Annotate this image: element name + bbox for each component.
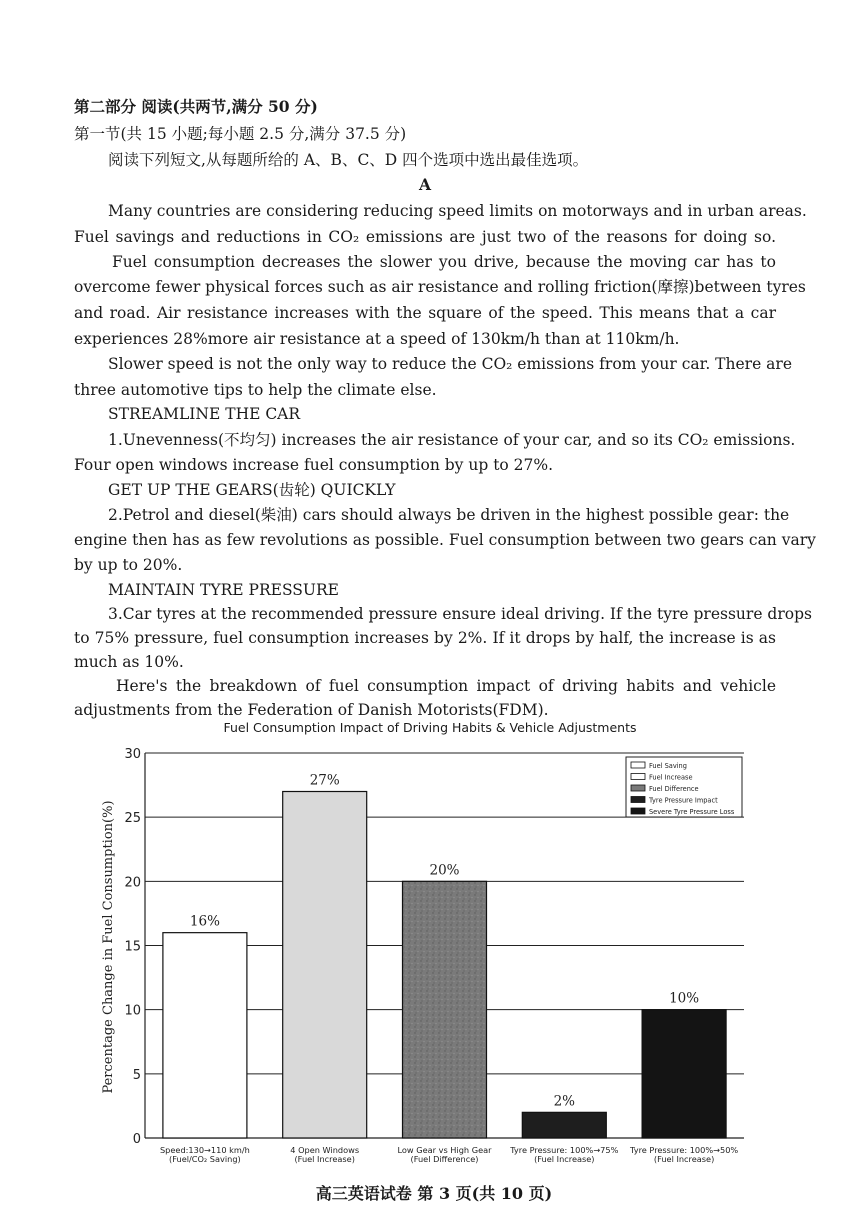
x-tick-sublabel: (Fuel Increase) — [294, 1154, 355, 1164]
bar — [163, 933, 247, 1138]
tip-2-line-3: by up to 20%. — [74, 556, 183, 574]
paragraph-2-line-1: Fuel consumption decreases the slower you drive, because the moving car has to — [112, 253, 776, 271]
bar — [283, 792, 367, 1139]
paragraph-2-line-3: and road. Air resistance increases with the square of the speed. This means that a car — [74, 304, 776, 322]
legend-label: Fuel Difference — [649, 785, 699, 793]
chart-title: Fuel Consumption Impact of Driving Habits & Vehicle Adjustments — [223, 720, 637, 735]
tip-1-line-2: Four open windows increase fuel consumption by up to 27%. — [74, 456, 554, 474]
paragraph-2-line-2: overcome fewer physical forces such as air resistance and rolling friction(摩擦)between tyres — [74, 278, 806, 296]
legend-swatch — [631, 797, 645, 803]
x-tick-label: 4 Open Windows — [290, 1145, 360, 1155]
legend-swatch — [631, 762, 645, 768]
x-tick-label: Tyre Pressure: 100%→75% — [510, 1145, 619, 1155]
bar-value-label: 16% — [189, 913, 220, 930]
tip-2-line-1: 2.Petrol and diesel(柴油) cars should always be driven in the highest possible gear: the — [108, 506, 790, 524]
y-tick-label: 5 — [132, 1067, 141, 1083]
tip-3-line-2: to 75% pressure, fuel consumption increases by 2%. If it drops by half, the increase is as — [74, 629, 776, 647]
passage-letter: A — [418, 175, 432, 194]
paragraph-4-line-1: Here's the breakdown of fuel consumption impact of driving habits and vehicle — [116, 677, 776, 695]
legend-label: Fuel Saving — [649, 762, 687, 770]
tip-3-line-1: 3.Car tyres at the recommended pressure ensure ideal driving. If the tyre pressure drops — [108, 605, 812, 623]
paragraph-2-line-4: experiences 28%more air resistance at a speed of 130km/h than at 110km/h. — [74, 330, 680, 348]
part-heading: 第二部分 阅读(共两节,满分 50 分) — [74, 97, 318, 116]
legend-swatch — [631, 785, 645, 791]
tip-2-heading: GET UP THE GEARS(齿轮) QUICKLY — [108, 481, 396, 499]
y-tick-label: 15 — [124, 939, 141, 955]
y-tick-label: 20 — [124, 875, 141, 891]
tip-2-line-2: engine then has as few revolutions as possible. Fuel consumption between two gears can vary — [74, 531, 816, 549]
paragraph-1-line-1: Many countries are considering reducing speed limits on motorways and in urban areas. — [108, 202, 807, 220]
y-axis-label: Percentage Change in Fuel Consumption(%) — [101, 800, 116, 1094]
legend-label: Tyre Pressure Impact — [649, 796, 718, 805]
y-tick-label: 10 — [124, 1003, 141, 1019]
paragraph-4-line-2: adjustments from the Federation of Danish Motorists(FDM). — [74, 701, 549, 719]
y-tick-label: 0 — [132, 1132, 141, 1147]
bar — [642, 1010, 726, 1138]
tip-1-heading: STREAMLINE THE CAR — [108, 405, 301, 423]
y-tick-label: 25 — [124, 811, 141, 827]
paragraph-3-line-1: Slower speed is not the only way to reduce the CO₂ emissions from your car. There are — [108, 355, 793, 373]
tip-3-heading: MAINTAIN TYRE PRESSURE — [108, 581, 339, 599]
legend-swatch — [631, 808, 645, 814]
bar-value-label: 20% — [429, 862, 460, 879]
tip-3-line-3: much as 10%. — [74, 653, 184, 671]
bar — [522, 1112, 606, 1138]
legend-label: Severe Tyre Pressure Loss — [649, 808, 735, 816]
x-tick-label: Speed:130→110 km/h — [159, 1145, 250, 1155]
bar-value-label: 27% — [309, 772, 340, 789]
x-tick-label: Tyre Pressure: 100%→50% — [630, 1145, 739, 1155]
page-footer: 高三英语试卷 第 3 页(共 10 页) — [315, 1184, 553, 1203]
bar-value-label: 10% — [669, 990, 700, 1007]
paragraph-1-line-2: Fuel savings and reductions in CO₂ emissions are just two of the reasons for doing so. — [74, 228, 776, 246]
bar-value-label: 2% — [553, 1093, 576, 1110]
bar — [403, 881, 487, 1138]
legend-swatch — [631, 774, 645, 780]
x-tick-sublabel: (Fuel Difference) — [410, 1154, 479, 1164]
x-tick-sublabel: (Fuel Increase) — [534, 1154, 595, 1164]
x-tick-label: Low Gear vs High Gear — [397, 1145, 492, 1155]
x-tick-sublabel: (Fuel Increase) — [653, 1154, 715, 1164]
y-tick-label: 30 — [124, 747, 141, 762]
legend-label: Fuel Increase — [649, 773, 693, 782]
paragraph-3-line-2: three automotive tips to help the climate else. — [74, 381, 437, 399]
x-tick-sublabel: (Fuel/CO₂ Saving) — [169, 1154, 241, 1164]
tip-1-line-1: 1.Unevenness(不均匀) increases the air resistance of your car, and so its CO₂ emissions. — [108, 431, 796, 449]
section-heading: 第一节(共 15 小题;每小题 2.5 分,满分 37.5 分) — [74, 125, 407, 143]
instruction: 阅读下列短文,从每题所给的 A、B、C、D 四个选项中选出最佳选项。 — [108, 151, 589, 169]
